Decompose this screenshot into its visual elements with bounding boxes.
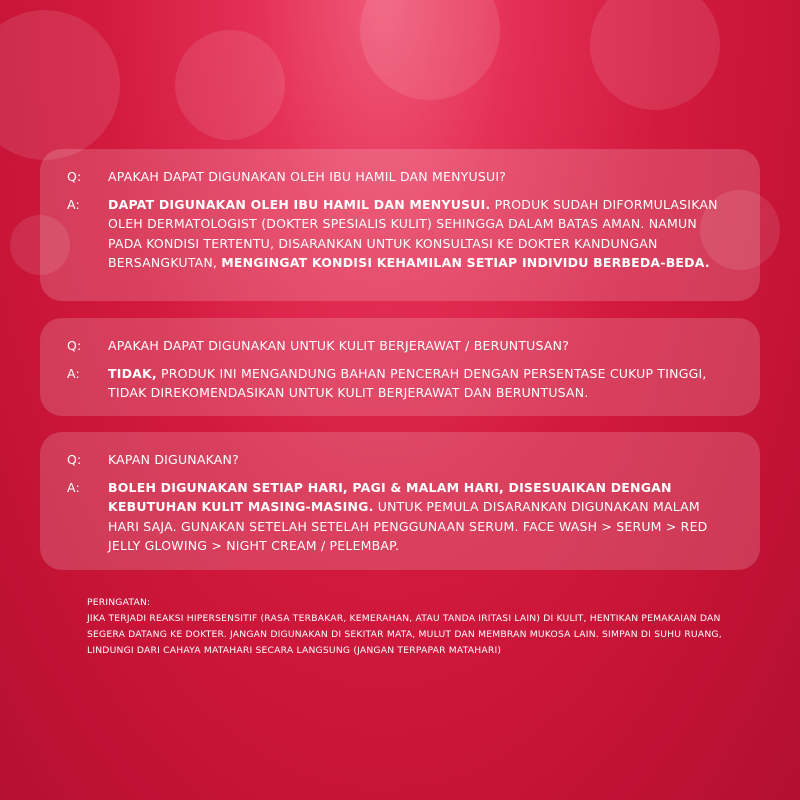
faq-answer-row	[67, 478, 730, 556]
answer-text	[108, 478, 730, 556]
bokeh-light	[0, 10, 120, 160]
question-text: APAKAH DAPAT DIGUNAKAN OLEH IBU HAMIL DAN MENYUSUI?	[108, 169, 507, 184]
bokeh-light	[590, 0, 720, 110]
answer-text	[108, 364, 730, 403]
faq-answer-row	[67, 195, 730, 273]
question-label: Q:	[67, 452, 82, 467]
answer-emphasis: MENGINGAT KONDISI KEHAMILAN SETIAP INDIVIDU BERBEDA-BEDA.	[221, 255, 710, 270]
answer-label: A:	[67, 196, 80, 212]
faq-question-row	[67, 450, 730, 470]
faq-card	[40, 432, 760, 570]
answer-emphasis: BOLEH DIGUNAKAN SETIAP HARI, PAGI & MALAM HARI, DISESUAIKAN DENGAN KEBUTUHAN KULIT MASING-MASING.	[108, 479, 672, 514]
warning-text: JIKA TERJADI REAKSI HIPERSENSITIF (RASA TERBAKAR, KEMERAHAN, ATAU TANDA IRITASI LAIN) DI KULIT, HENTIKAN PEMAKAIAN DAN SEGERA DATANG KE DOKTER. JANGAN DIGUNAKAN DI SEKITAR MATA, MULUT DAN MEMBRAN MUKOSA LAIN. SIMPAN DI SUHU RUANG, LINDUNGI DARI CAHAYA MATAHARI SECARA LANGSUNG (JANGAN TERPAPAR MATAHARI)	[87, 613, 722, 656]
faq-question-row	[67, 336, 730, 356]
answer-emphasis: TIDAK,	[108, 365, 157, 381]
question-text: APAKAH DAPAT DIGUNAKAN UNTUK KULIT BERJERAWAT / BERUNTUSAN?	[108, 338, 570, 353]
answer-label: A:	[67, 365, 80, 381]
faq-card	[40, 318, 760, 416]
faq-card	[40, 149, 760, 301]
faq-answer-row	[67, 364, 730, 403]
bokeh-light	[360, 0, 500, 100]
question-label: Q:	[67, 169, 82, 184]
question-label: Q:	[67, 338, 82, 353]
answer-body: PRODUK INI MENGANDUNG BAHAN PENCERAH DENGAN PERSENTASE CUKUP TINGGI, TIDAK DIREKOMENDASIKAN UNTUK KULIT BERJERAWAT DAN BERUNTUSAN.	[108, 365, 707, 400]
answer-body: UNTUK PEMULA DISARANKAN DIGUNAKAN MALAM HARI SAJA. GUNAKAN SETELAH SETELAH PENGGUNAAN SERUM. FACE WASH > SERUM > RED JELLY GLOWING > NIGHT CREAM / PELEMBAP.	[108, 499, 708, 553]
answer-emphasis: DAPAT DIGUNAKAN OLEH IBU HAMIL DAN MENYUSUI.	[108, 196, 491, 212]
warning-title: PERINGATAN:	[87, 597, 151, 608]
bokeh-light	[175, 30, 285, 140]
answer-body: PRODUK SUDAH DIFORMULASIKAN OLEH DERMATOLOGIST (DOKTER SPESIALIS KULIT) SEHINGGA DALAM BATAS AMAN. NAMUN PADA KONDISI TERTENTU, DISARANKAN UNTUK KONSULTASI KE DOKTER KANDUNGAN BERSANGKUTAN,	[108, 196, 718, 270]
answer-label: A:	[67, 479, 80, 495]
question-text: KAPAN DIGUNAKAN?	[108, 452, 239, 467]
warning-section	[87, 595, 757, 659]
answer-text	[108, 195, 730, 273]
faq-question-row	[67, 167, 730, 187]
